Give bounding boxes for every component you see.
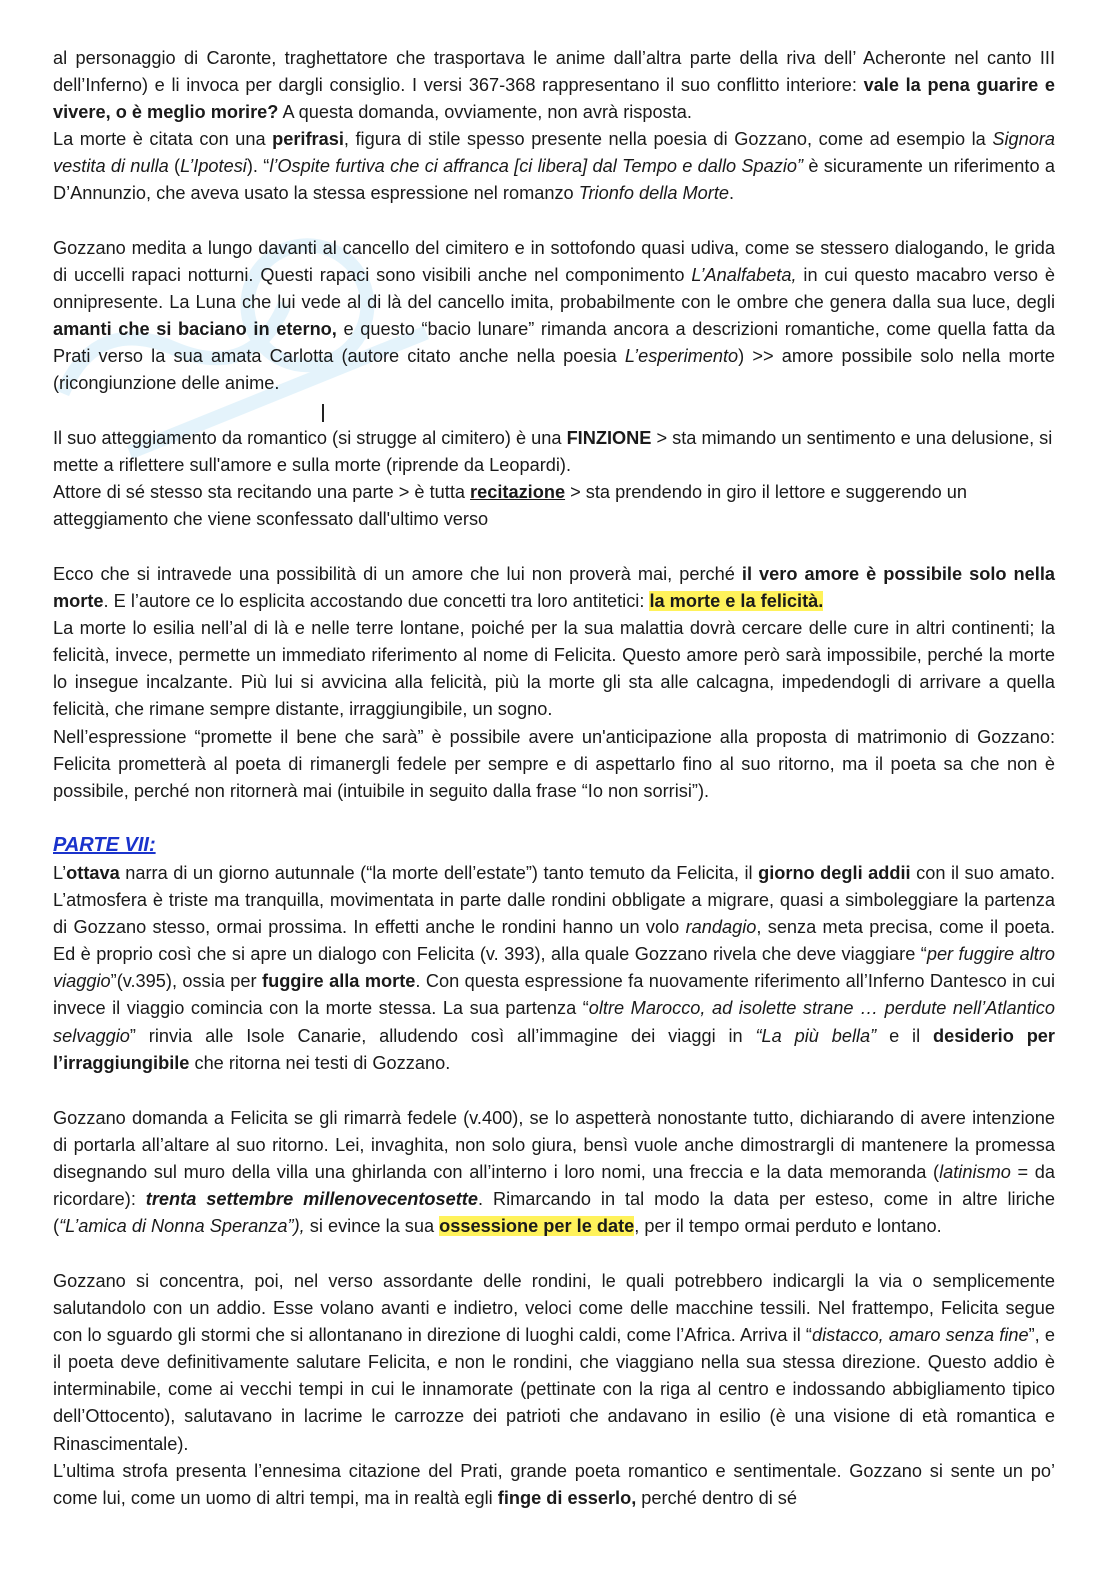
highlighted-text: ossessione per le date (439, 1216, 635, 1237)
italic-text: latinismo (939, 1162, 1011, 1183)
emphasis: perifrasi (272, 129, 344, 149)
italic-text: Signora vestita di nulla (53, 129, 1056, 177)
text: = da ricordare): (53, 1162, 1055, 1210)
italic-text: oltre Marocco, ad isolette strane … perdute nell’Atlantico selvaggio (53, 998, 1055, 1046)
italic-text: “L’amica di Nonna Speranza”), (59, 1216, 305, 1237)
text: ( (168, 156, 181, 177)
text: . Rimarcando in tal modo la data per esteso, come in altre liriche ( (53, 1189, 1055, 1237)
text: La morte lo esilia nell’al di là e nelle terre lontane, poiché per la sua malattia dovrà cercare delle cure in altri continenti; la felicità, invece, permette un immediato riferimento al nome di Felicita. Questo amore però sarà impossibile, perché la morte lo insegue incalzante. Più lui si avvicina alla felicità, più la morte gli sta alle calcagna, impedendogli di arrivare a quella felicità, che rimane sempre distante, irraggiungibile, un sogno. (53, 618, 1055, 720)
text: A questa domanda, ovviamente, non avrà risposta. (278, 102, 692, 123)
text-cursor (322, 404, 324, 422)
text: . Con questa espressione fa nuovamente riferimento all’Inferno Dantesco in cui invece il viaggio comincia con la morte stessa. La sua partenza “ (53, 971, 1056, 1019)
paragraph-9 (53, 1458, 1055, 1512)
text: è sicuramente un riferimento a D’Annunzio, che aveva usato la stessa espressione nel romanzo (53, 156, 1055, 204)
text: , figura di stile spesso presente nella poesia di Gozzano, come ad esempio la (343, 129, 993, 149)
italic-text: Trionfo della Morte (578, 183, 729, 204)
paragraph-4 (53, 425, 1055, 533)
paragraph-5 (53, 561, 1055, 805)
text: si evince la sua (304, 1216, 440, 1237)
paragraph-6 (53, 860, 1055, 1077)
text: L’ultima strofa presenta l’ennesima citazione del Prati, grande poeta romantico e sentimentale. Gozzano si sente un po’ come lui, come un uomo di altri tempi, ma in realtà egli (53, 1461, 1055, 1509)
text: e questo “bacio lunare” rimanda ancora a descrizioni romantiche, come quella fatta da Prati verso la sua amata Carlotta (autore citato anche nella poesia (53, 319, 1055, 367)
italic-text: L’Ipotesi (180, 156, 247, 177)
italic-text: L’Analfabeta, (691, 265, 797, 286)
italic-text: L’esperimento (624, 346, 739, 367)
italic-text: per fuggire altro viaggio (53, 944, 1055, 992)
text: e il (876, 1025, 933, 1046)
text: con il suo amato. L’atmosfera è triste ma tranquilla, movimentata in parte dalle rondini obbligate a migrare, quasi a simboleggiare la partenza di Gozzano stesso, ormai prossima. In effetti anche le rondini hanno un volo (53, 863, 1055, 938)
text: Il suo atteggiamento da romantico (si strugge al cimitero) è una (53, 428, 567, 448)
text: Gozzano medita a lungo davanti al cancello del cimitero e in sottofondo quasi udiva, come se stessero dialogando, le grida di uccelli rapaci notturni. Questi rapaci sono visibili anche nel componimento (53, 238, 1055, 286)
emphasis: fuggire alla morte (262, 971, 416, 992)
emphasis: finge di esserlo, (497, 1488, 637, 1509)
text: ). “ (246, 156, 270, 177)
paragraph-1 (53, 45, 1055, 126)
text: narra di un giorno autunnale (“la morte dell’estate”) tanto temuto da Felicita, il (119, 863, 759, 883)
text: ) >> amore possibile solo nella morte (ricongiunzione delle anime. (53, 346, 1055, 394)
paragraph-8 (53, 1268, 1055, 1458)
text: al personaggio di Caronte, traghettatore che trasportava le anime dall’altra parte della riva dell’ Acheronte nel canto III dell’Inferno) e li invoca per dargli consiglio. I versi 367-368 rappresentano il suo conflitto interiore: (53, 48, 1055, 96)
text: perché dentro di sé (636, 1488, 798, 1509)
section-heading (53, 832, 1055, 859)
text: Nell’espressione “promette il bene che sarà” è possibile avere un'anticipazione alla proposta di matrimonio di Gozzano: Felicita prometterà al poeta di rimanergli fedele per sempre e di aspettarlo fino al suo ritorno, ma il poeta sa che non è possibile, perché non ritornerà mai (intuibile in seguito dalla frase “Io non sorrisi”). (53, 726, 1055, 801)
text: che ritorna nei testi di Gozzano. (189, 1052, 451, 1073)
text: . E l’autore ce lo esplicita accostando due concetti tra loro antitetici: (103, 591, 650, 612)
text: Attore di sé stesso sta recitando una parte > è tutta (53, 482, 471, 503)
italic-text: l’Ospite furtiva che ci affranca [ci libera] dal Tempo e dallo Spazio” (269, 156, 804, 177)
emphasis-underlined: recitazione (470, 482, 566, 503)
text: . (729, 183, 735, 204)
text: ”(v.395), ossia per (110, 971, 263, 992)
text: Gozzano domanda a Felicita se gli rimarrà fedele (v.400), se lo aspetterà nonostante tutto, dichiarando di avere intenzione di portarla all’altare al suo ritorno. Lei, invaghita, non solo giura, bensì vuole anche dimostrargli di mantenere la promessa disegnando sul muro della villa una ghirlanda con all’interno i loro nomi, una freccia e la data memoranda ( (53, 1108, 1055, 1183)
heading-text: PARTE VII: (53, 834, 156, 856)
emphasis: giorno degli addii (758, 863, 911, 883)
text: L’ (53, 863, 67, 883)
highlighted-text: la morte e la felicità. (649, 591, 824, 612)
paragraph-3 (53, 235, 1055, 398)
italic-text: randagio (685, 917, 757, 938)
text: > sta mimando un sentimento e una delusione, si mette a riflettere sull'amore e sulla morte (riprende da Leopardi). (53, 428, 1053, 476)
bold-italic-date: trenta settembre millenovecentosette (145, 1189, 478, 1210)
paragraph-2 (53, 126, 1055, 207)
text: ”, e il poeta deve definitivamente salutare Felicita, e non le rondini, che viaggiano nella sua stessa direzione. Questo addio è interminabile, come ai vecchi tempi in cui le innamorate (pettinate con la riga al centro e indossando abbigliamento tipico dell’Ottocento), salutavano in lacrime le carrozze dei patrioti che andavano in esilio (è una visione di età romantica e Rinascimentale). (53, 1325, 1055, 1454)
text: ” rinvia alle Isole Canarie, alludendo così all’immagine dei viaggi in (129, 1025, 756, 1046)
emphasis: ottava (66, 863, 120, 883)
text: Gozzano si concentra, poi, nel verso assordante delle rondini, le quali potrebbero indicargli la via o semplicemente salutandolo con un addio. Esse volano avanti e indietro, veloci come delle macchine tessili. Nel frattempo, Felicita segue con lo sguardo gli stormi che si allontanano in direzione di luoghi caldi, come l’Africa. Arriva il “ (53, 1271, 1055, 1346)
paragraph-7 (53, 1105, 1055, 1240)
italic-text: distacco, amaro senza fine (811, 1325, 1029, 1346)
text: > sta prendendo in giro il lettore e suggerendo un atteggiamento che viene sconfessato dall'ultimo verso (53, 482, 967, 530)
emphasis: il vero amore è possibile solo nella morte (53, 564, 1055, 612)
emphasis: vale la pena guarire e vivere, o è meglio morire? (53, 75, 1055, 123)
text: , senza meta precisa, come il poeta. Ed è proprio così che si apre un dialogo con Felicita (v. 393), alla quale Gozzano rivela che deve viaggiare “ (53, 917, 1055, 965)
text: , per il tempo ormai perduto e lontano. (634, 1216, 942, 1237)
italic-text: “La più bella” (755, 1025, 877, 1046)
emphasis: desiderio per l’irraggiungibile (53, 1025, 1055, 1073)
text: in cui questo macabro verso è onnipresente. La Luna che lui vede al di là del cancello imita, probabilmente con le ombre che genera dalla sua luce, degli (53, 265, 1055, 313)
text: Ecco che si intravede una possibilità di un amore che lui non proverà mai, perché (53, 564, 742, 584)
emphasis: amanti che si baciano in eterno, (53, 319, 337, 340)
text: La morte è citata con una (53, 129, 273, 149)
emphasis: FINZIONE (566, 428, 652, 448)
